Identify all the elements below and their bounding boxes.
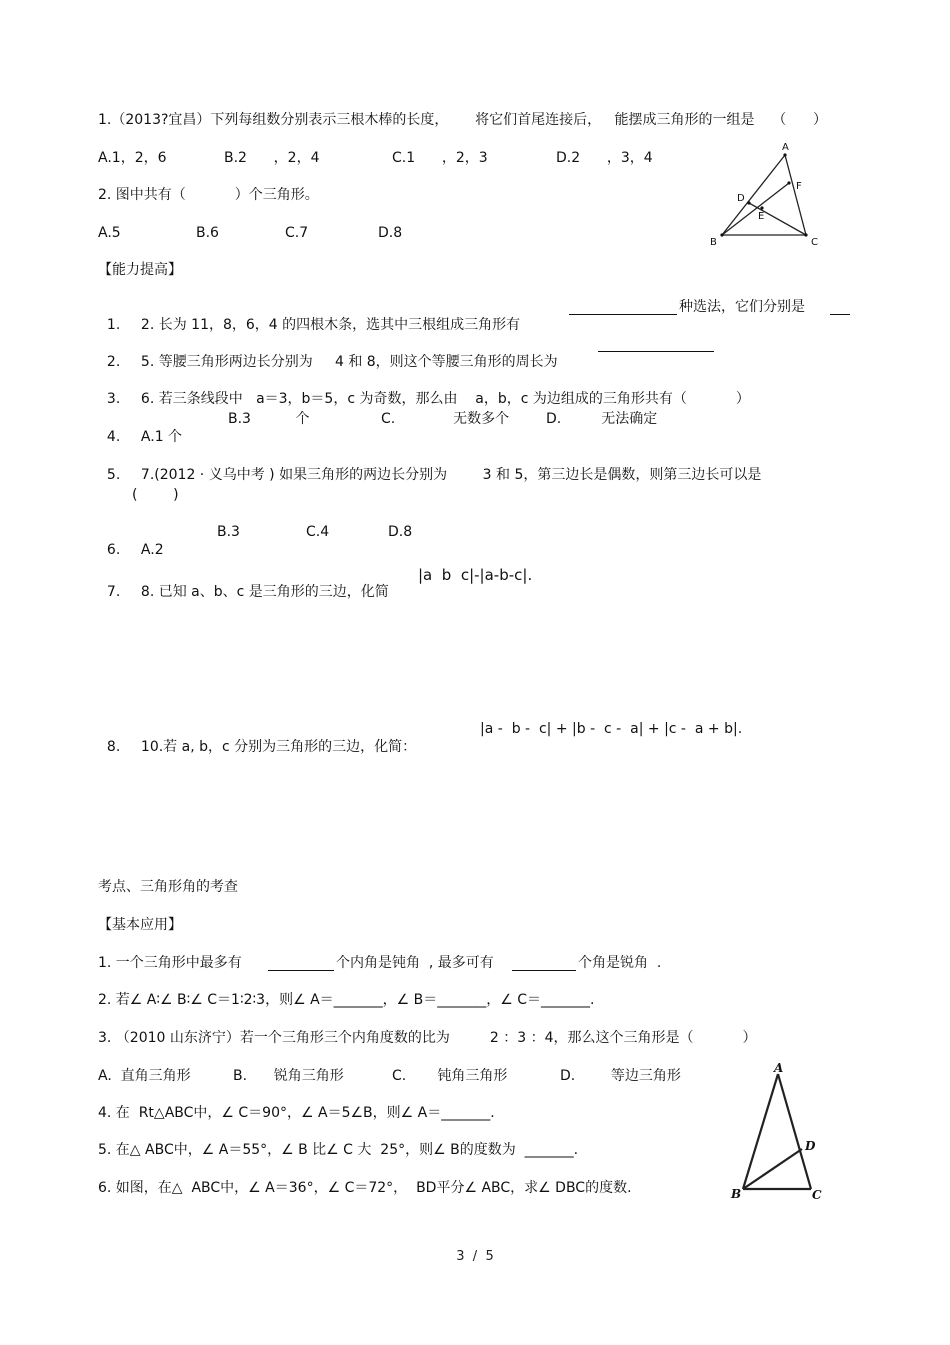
basic-question-1-part3: 个角是锐角 . <box>578 955 662 971</box>
item-number: 7. <box>106 584 121 600</box>
option-c: C.1 ，2，3 <box>392 150 488 166</box>
basic-question-2: 2. 若∠ A∶∠ B∶∠ C＝1∶2∶3，则∠ A＝_______，∠ B＝_______，∠ C＝_______. <box>98 992 595 1008</box>
basic-question-1-part1: 1. 一个三角形中最多有 <box>98 955 242 971</box>
absolute-value-expression: |a b c|-|a-b-c|. <box>418 566 533 584</box>
item-number: 2. <box>106 354 121 370</box>
segment-bf <box>722 183 789 235</box>
ability-item-1 <box>98 298 520 334</box>
basic-question-5: 5. 在△ ABC中，∠ A＝55°，∠ B 比∠ C 大 25°，则∠ B的度数为 _______. <box>98 1142 579 1158</box>
question-2: 2. 图中共有（ ）个三角形。 <box>98 187 319 203</box>
edge-ac <box>785 155 806 235</box>
option-c: C.7 <box>285 225 309 241</box>
section-heading-basic: 【基本应用】 <box>98 917 182 933</box>
basic-question-3: 3. （2010 山东济宁）若一个三角形三个内角度数的比为 2 ：3 ：4，那么这个三角形是（ ） <box>98 1030 757 1046</box>
option-c: C. 钝角三角形 <box>392 1068 508 1084</box>
option-b: B.2 ，2，4 <box>224 150 320 166</box>
option-a: A.1 个 <box>140 429 183 445</box>
item-number: 1. <box>106 317 121 333</box>
option-a: A.2 <box>140 542 164 558</box>
label-c: C <box>811 237 818 248</box>
option-a: A.5 <box>98 225 121 241</box>
label-d: D <box>805 1139 816 1153</box>
triangle-figure-1 <box>700 135 830 255</box>
option-b: B.3 个 <box>228 411 310 427</box>
item-number: 3. <box>106 391 121 407</box>
item-text: 6. 若三条线段中 a＝3，b＝5，c 为奇数，那么由 a，b，c 为边组成的三角形共有（ ） <box>140 391 750 407</box>
ability-item-5 <box>98 448 761 484</box>
label-e: E <box>758 211 765 222</box>
item-number: 8. <box>106 739 121 755</box>
item-number: 5. <box>106 467 121 483</box>
absolute-value-expression: |a - b - c| + |b - c - a| + |c - a + b|. <box>480 721 743 737</box>
item-text: 2. 长为 11，8，6，4 的四根木条，选其中三根组成三角形有 <box>140 317 521 333</box>
triangle-figure-2 <box>725 1062 835 1207</box>
basic-question-4: 4. 在 Rt△ABC中，∠ C＝90°，∠ A＝5∠B，则∠ A＝_______. <box>98 1105 495 1121</box>
label-d: D <box>737 193 745 204</box>
item-text: 7.(2012 · 义乌中考 ) 如果三角形的两边长分别为 3 和 5，第三边长是偶数，则第三边长可以是 <box>140 467 762 483</box>
option-a: A.1，2，6 <box>98 150 167 166</box>
option-d: D.8 <box>378 225 403 241</box>
option-b: B.3 <box>217 524 240 540</box>
edge-ab <box>743 1074 778 1189</box>
ability-item-1-tail: 种选法，它们分别是 <box>679 299 805 315</box>
item-number: 4. <box>106 429 121 445</box>
answer-blank <box>830 302 850 315</box>
option-a: A. 直角三角形 <box>98 1068 191 1084</box>
ability-item-4 <box>98 410 182 446</box>
section-heading-ability: 【能力提高】 <box>98 262 182 278</box>
option-d: D. 等边三角形 <box>560 1068 681 1084</box>
question-1: 1.（2013?宜昌）下列每组数分别表示三根木棒的长度， 将它们首尾连接后， 能摆成三角形的一组是 （ ） <box>98 112 827 128</box>
segment-bd <box>743 1149 802 1189</box>
edge-ab <box>722 155 785 235</box>
answer-blank <box>569 302 677 315</box>
topic-title: 考点、三角形角的考查 <box>98 879 238 895</box>
option-c: C.4 <box>306 524 330 540</box>
label-a: A <box>782 142 789 153</box>
label-b: B <box>731 1187 742 1201</box>
ability-item-5-bracket: ( ) <box>132 487 179 503</box>
answer-blank <box>268 958 334 971</box>
option-c: C. 无数多个 <box>381 411 510 427</box>
page-number: 3 / 5 <box>456 1249 494 1264</box>
label-c: C <box>812 1188 822 1202</box>
label-f: F <box>796 181 802 192</box>
item-text: 10.若 a, b，c 分别为三角形的三边，化简： <box>140 739 417 755</box>
answer-blank <box>598 339 714 352</box>
label-b: B <box>710 237 717 248</box>
ability-item-3 <box>98 372 750 408</box>
ability-item-7 <box>98 565 389 601</box>
option-d: D. 无法确定 <box>546 411 658 427</box>
option-b: B.6 <box>196 225 219 241</box>
item-text: 5. 等腰三角形两边长分别为 4 和 8，则这个等腰三角形的周长为 <box>140 354 558 370</box>
ability-item-6 <box>98 523 164 559</box>
basic-question-1-part2: 个内角是钝角 , 最多可有 <box>336 955 494 971</box>
item-text: 8. 已知 a、b、c 是三角形的三边，化简 <box>140 584 389 600</box>
edge-ac <box>778 1074 811 1189</box>
label-a: A <box>774 1062 784 1075</box>
option-b: B. 锐角三角形 <box>233 1068 344 1084</box>
ability-item-2 <box>98 335 558 371</box>
ability-item-8 <box>98 720 416 756</box>
basic-question-6: 6. 如图，在△ ABC中，∠ A＝36°，∠ C＝72°， BD平分∠ ABC，求∠ DBC的度数. <box>98 1180 632 1196</box>
answer-blank <box>512 958 576 971</box>
option-d: D.2 ，3，4 <box>556 150 653 166</box>
item-number: 6. <box>106 542 121 558</box>
option-d: D.8 <box>388 524 413 540</box>
